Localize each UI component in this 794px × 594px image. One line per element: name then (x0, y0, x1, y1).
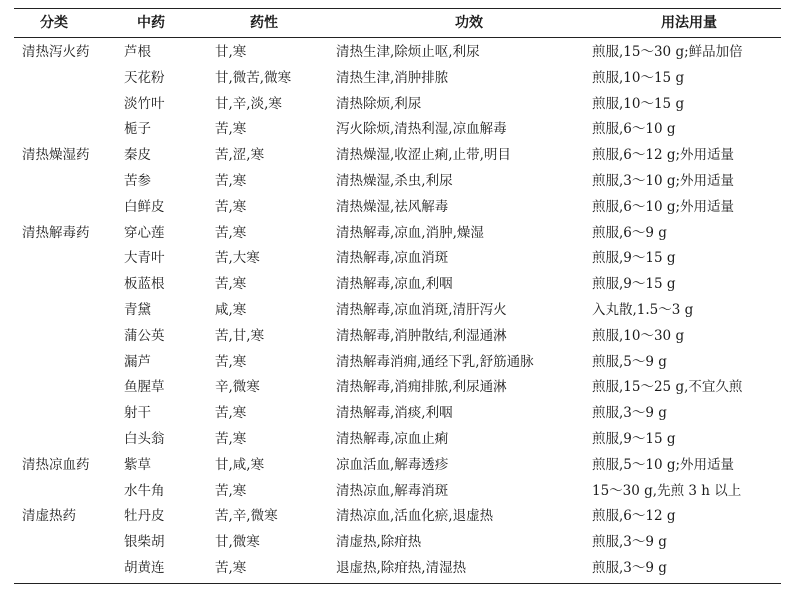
usage-cell: 煎服,3～9 g (592, 534, 667, 551)
effect-cell: 清热生津,除烦止呕,利尿 (336, 44, 480, 60)
property-cell: 甘,微苦,微寒 (215, 69, 292, 86)
herb-cell: 栀子 (124, 121, 151, 138)
effect-cell: 清热解毒,凉血止痢 (336, 430, 449, 447)
herb-cell: 紫草 (124, 456, 151, 473)
category-cell: 清热泻火药 (22, 44, 90, 60)
property-cell: 苦,涩,寒 (215, 147, 265, 164)
usage-cell: 煎服,9～15 g (592, 430, 676, 447)
effect-cell: 清热生津,消肿排脓 (336, 69, 449, 86)
property-cell: 苦,寒 (215, 276, 247, 293)
effect-cell: 清热解毒,凉血,利咽 (336, 276, 453, 293)
property-cell: 苦,寒 (215, 121, 247, 138)
property-cell: 苦,寒 (215, 353, 247, 370)
usage-cell: 煎服,3～9 g (592, 405, 667, 422)
usage-cell: 煎服,3～9 g (592, 559, 667, 576)
property-cell: 苦,寒 (215, 405, 247, 422)
property-cell: 甘,寒 (215, 44, 247, 60)
header-usage: 用法用量 (661, 15, 717, 31)
property-cell: 苦,甘,寒 (215, 327, 265, 344)
herb-cell: 胡黄连 (124, 559, 165, 576)
usage-cell: 煎服,3～10 g;外用适量 (592, 172, 735, 189)
table-row (14, 246, 781, 272)
header-category: 分类 (40, 15, 68, 31)
herb-cell: 芦根 (124, 44, 151, 60)
table-row (14, 324, 781, 350)
usage-cell: 煎服,6～10 g;外用适量 (592, 198, 735, 215)
table-row (14, 195, 781, 221)
table-row (14, 350, 781, 376)
usage-cell: 煎服,10～15 g (592, 95, 685, 112)
herb-cell: 淡竹叶 (124, 95, 165, 112)
table-row (14, 427, 781, 453)
usage-cell: 煎服,10～15 g (592, 69, 685, 86)
effect-cell: 清热燥湿,收涩止痢,止带,明目 (336, 147, 511, 164)
effect-cell: 退虚热,除疳热,清湿热 (336, 559, 467, 576)
effect-cell: 清热燥湿,杀虫,利尿 (336, 172, 453, 189)
property-cell: 苦,寒 (215, 224, 247, 241)
category-cell: 清热凉血药 (22, 456, 90, 473)
effect-cell: 清热除烦,利尿 (336, 95, 422, 112)
effect-cell: 清热解毒,凉血消斑,清肝泻火 (336, 301, 507, 318)
effect-cell: 清热解毒,凉血消斑 (336, 250, 449, 267)
table-row (14, 221, 781, 247)
table-row (14, 92, 781, 118)
usage-cell: 煎服,15～25 g,不宜久煎 (592, 379, 743, 396)
table-bottom-rule (14, 583, 781, 584)
usage-cell: 煎服,15～30 g;鲜品加倍 (592, 44, 743, 60)
property-cell: 辛,微寒 (215, 379, 260, 396)
effect-cell: 清热解毒,凉血,消肿,燥湿 (336, 224, 484, 241)
herb-cell: 苦参 (124, 172, 151, 189)
table-row (14, 143, 781, 169)
category-cell: 清虚热药 (22, 508, 76, 525)
effect-cell: 泻火除烦,清热利湿,凉血解毒 (336, 121, 507, 138)
usage-cell: 入丸散,1.5～3 g (592, 301, 694, 318)
herb-cell: 蒲公英 (124, 327, 165, 344)
usage-cell: 15～30 g,先煎 3 h 以上 (592, 482, 742, 499)
effect-cell: 清虚热,除疳热 (336, 534, 422, 551)
effect-cell: 凉血活血,解毒透疹 (336, 456, 449, 473)
property-cell: 甘,微寒 (215, 534, 260, 551)
property-cell: 咸,寒 (215, 301, 247, 318)
usage-cell: 煎服,9～15 g (592, 276, 676, 293)
herb-cell: 天花粉 (124, 69, 165, 86)
table-row (14, 117, 781, 143)
usage-cell: 煎服,6～9 g (592, 224, 667, 241)
usage-cell: 煎服,5～9 g (592, 353, 667, 370)
usage-cell: 煎服,5～10 g;外用适量 (592, 456, 735, 473)
herb-cell: 水牛角 (124, 482, 165, 499)
table-row (14, 298, 781, 324)
herb-cell: 大青叶 (124, 250, 165, 267)
header-herb: 中药 (137, 15, 165, 31)
herb-cell: 鱼腥草 (124, 379, 165, 396)
property-cell: 苦,寒 (215, 430, 247, 447)
table-body (14, 40, 781, 582)
table-row (14, 66, 781, 92)
table-row (14, 453, 781, 479)
table-header-rule (14, 37, 781, 38)
table-row (14, 479, 781, 505)
property-cell: 苦,寒 (215, 559, 247, 576)
usage-cell: 煎服,9～15 g (592, 250, 676, 267)
effect-cell: 清热凉血,解毒消斑 (336, 482, 449, 499)
effect-cell: 清热解毒,消痰,利咽 (336, 405, 453, 422)
herb-cell: 穿心莲 (124, 224, 165, 241)
property-cell: 苦,大寒 (215, 250, 260, 267)
property-cell: 苦,辛,微寒 (215, 508, 278, 525)
herb-cell: 白鲜皮 (124, 198, 165, 215)
category-cell: 清热解毒药 (22, 224, 90, 241)
herb-cell: 漏芦 (124, 353, 151, 370)
herb-cell: 秦皮 (124, 147, 151, 164)
table-row (14, 504, 781, 530)
usage-cell: 煎服,10～30 g (592, 327, 685, 344)
header-effect: 功效 (455, 15, 483, 31)
table-row (14, 40, 781, 66)
effect-cell: 清热燥湿,祛风解毒 (336, 198, 449, 215)
herb-cell: 射干 (124, 405, 151, 422)
table-row (14, 556, 781, 582)
property-cell: 苦,寒 (215, 198, 247, 215)
effect-cell: 清热解毒消痈,通经下乳,舒筋通脉 (336, 353, 534, 370)
header-property: 药性 (250, 15, 278, 31)
table-row (14, 169, 781, 195)
table-row (14, 375, 781, 401)
property-cell: 甘,辛,淡,寒 (215, 95, 282, 112)
usage-cell: 煎服,6～12 g (592, 508, 676, 525)
usage-cell: 煎服,6～12 g;外用适量 (592, 147, 735, 164)
table-row (14, 401, 781, 427)
category-cell: 清热燥湿药 (22, 147, 90, 164)
property-cell: 甘,咸,寒 (215, 456, 265, 473)
effect-cell: 清热解毒,消痈排脓,利尿通淋 (336, 379, 507, 396)
herb-cell: 牡丹皮 (124, 508, 165, 525)
property-cell: 苦,寒 (215, 172, 247, 189)
table-row (14, 272, 781, 298)
effect-cell: 清热凉血,活血化瘀,退虚热 (336, 508, 494, 525)
property-cell: 苦,寒 (215, 482, 247, 499)
table-top-rule (14, 8, 781, 9)
effect-cell: 清热解毒,消肿散结,利湿通淋 (336, 327, 507, 344)
usage-cell: 煎服,6～10 g (592, 121, 676, 138)
herb-cell: 白头翁 (124, 430, 165, 447)
table-header (14, 10, 781, 36)
table-row (14, 530, 781, 556)
herb-cell: 青黛 (124, 301, 151, 318)
herb-cell: 银柴胡 (124, 534, 165, 551)
herb-cell: 板蓝根 (124, 276, 165, 293)
